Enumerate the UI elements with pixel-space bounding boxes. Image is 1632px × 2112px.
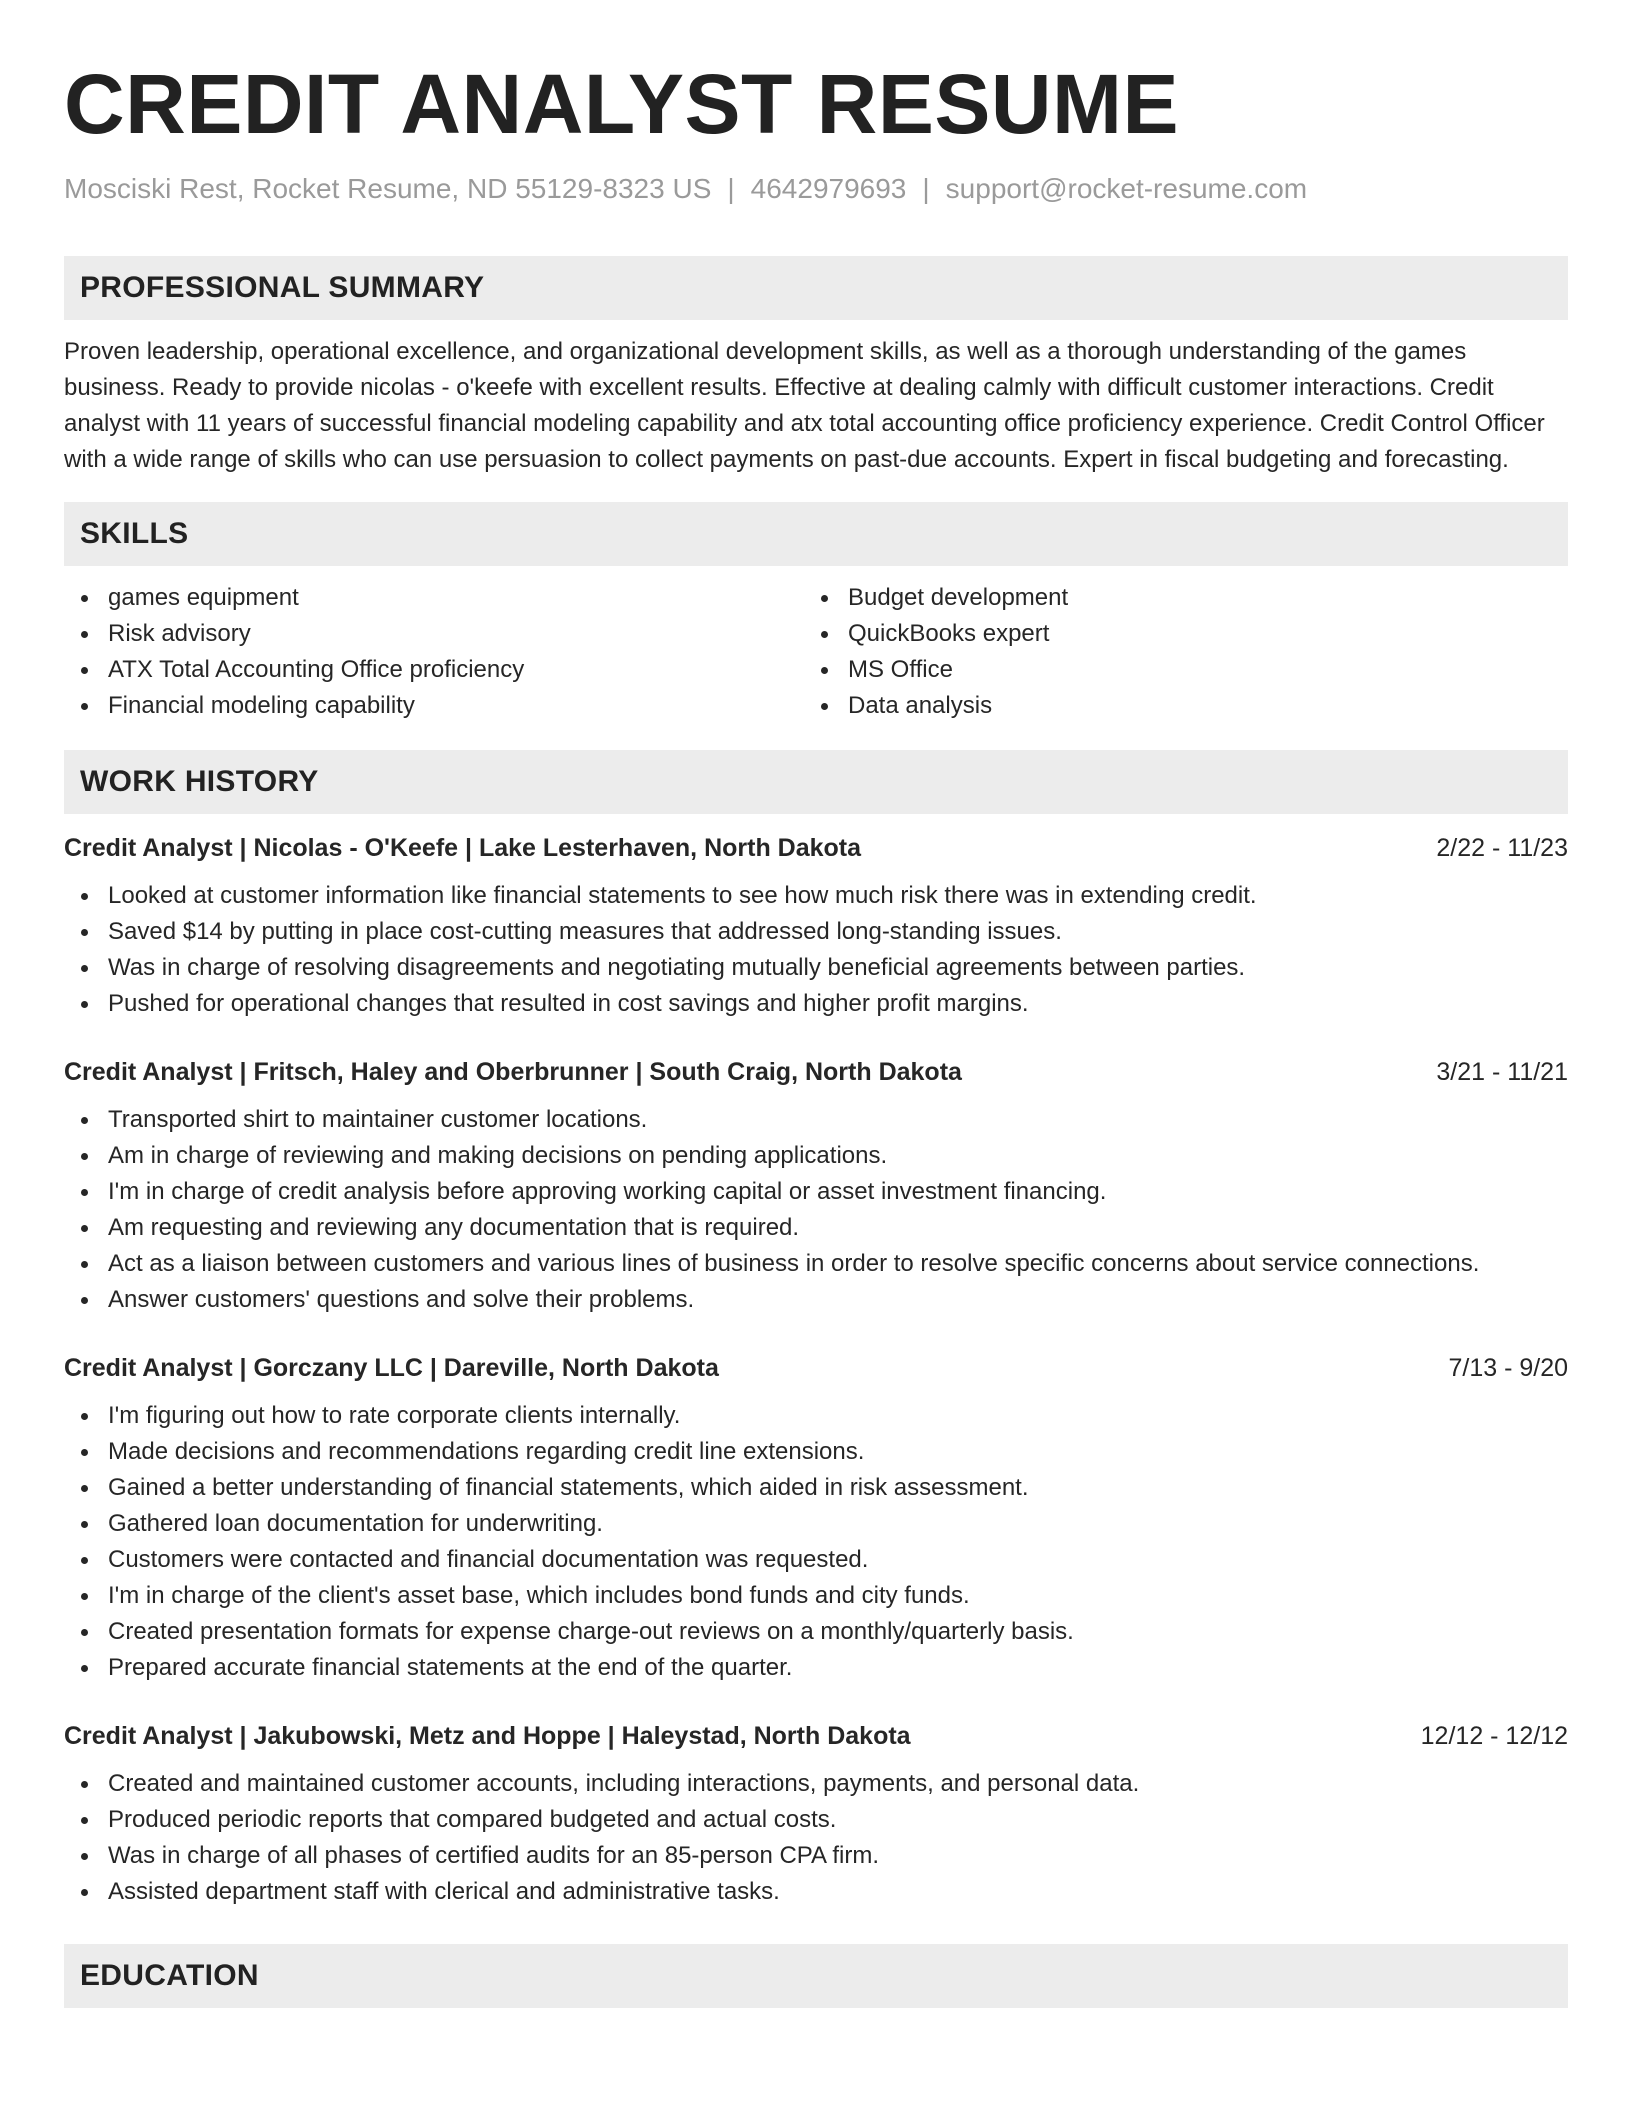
work-history-list (64, 832, 1568, 1910)
job-header (64, 1056, 1568, 1088)
job-bullet: Created and maintained customer accounts, including interactions, payments, and personal data. (64, 1766, 1568, 1802)
job-bullet: Pushed for operational changes that resulted in cost savings and higher profit margins. (64, 986, 1568, 1022)
job-bullet: I'm in charge of the client's asset base, which includes bond funds and city funds. (64, 1578, 1568, 1614)
skill-item: QuickBooks expert (804, 616, 1544, 652)
skill-item: Data analysis (804, 688, 1544, 724)
job-dates: 2/22 - 11/23 (1436, 834, 1568, 862)
job-entry (64, 1720, 1568, 1910)
resume-title: CREDIT ANALYST RESUME (64, 57, 1180, 151)
contact-phone: 4642979693 (750, 173, 907, 204)
job-bullet: Act as a liaison between customers and various lines of business in order to resolve specific concerns about service connections. (64, 1246, 1568, 1282)
job-bullet: Produced periodic reports that compared budgeted and actual costs. (64, 1802, 1568, 1838)
contact-line (64, 172, 1568, 206)
job-bullet: Was in charge of all phases of certified audits for an 85-person CPA firm. (64, 1838, 1568, 1874)
skill-item: games equipment (64, 580, 804, 616)
section-header-summary: PROFESSIONAL SUMMARY (64, 256, 1568, 320)
skills-column-left (64, 580, 804, 724)
summary-text: Proven leadership, operational excellence, and organizational development skills, as well as a thorough understanding of the games business. Ready to provide nicolas - o'keefe with excellent results. Effective at dealing calmly with difficult customer interactions. Credit analyst with 11 years of successful financial modeling capability and atx total accounting office proficiency experience. Credit Control Officer with a wide range of skills who can use persuasion to collect payments on past-due accounts. Expert in fiscal budgeting and forecasting. (64, 338, 1545, 473)
job-title: Credit Analyst | Jakubowski, Metz and Hoppe | Haleystad, North Dakota (64, 1722, 911, 1750)
job-title: Credit Analyst | Gorczany LLC | Dareville, North Dakota (64, 1354, 719, 1382)
contact-address: Mosciski Rest, Rocket Resume, ND 55129-8323 US (64, 173, 712, 204)
job-bullet: Answer customers' questions and solve their problems. (64, 1282, 1568, 1318)
contact-email[interactable]: support@rocket-resume.com (945, 173, 1308, 204)
job-header (64, 832, 1568, 864)
job-dates: 7/13 - 9/20 (1448, 1354, 1568, 1382)
skill-item: Financial modeling capability (64, 688, 804, 724)
job-bullets (64, 1102, 1568, 1318)
section-header-education: EDUCATION (64, 1944, 1568, 2008)
job-bullet: Prepared accurate financial statements at the end of the quarter. (64, 1650, 1568, 1686)
job-bullets (64, 1398, 1568, 1686)
job-header (64, 1720, 1568, 1752)
job-dates: 12/12 - 12/12 (1420, 1722, 1568, 1750)
job-bullets (64, 1766, 1568, 1910)
skill-item: Budget development (804, 580, 1544, 616)
job-bullets (64, 878, 1568, 1022)
job-entry (64, 1352, 1568, 1686)
contact-separator: | (922, 173, 930, 204)
job-bullet: Customers were contacted and financial documentation was requested. (64, 1542, 1568, 1578)
skills-column-right (804, 580, 1544, 724)
job-title: Credit Analyst | Nicolas - O'Keefe | Lake Lesterhaven, North Dakota (64, 834, 862, 862)
job-bullet: Assisted department staff with clerical and administrative tasks. (64, 1874, 1568, 1910)
skill-item: MS Office (804, 652, 1544, 688)
job-bullet: Saved $14 by putting in place cost-cutting measures that addressed long-standing issues. (64, 914, 1568, 950)
job-bullet: Am requesting and reviewing any documentation that is required. (64, 1210, 1568, 1246)
contact-separator: | (727, 173, 735, 204)
job-entry (64, 832, 1568, 1022)
skill-item: ATX Total Accounting Office proficiency (64, 652, 804, 688)
section-header-skills: SKILLS (64, 502, 1568, 566)
job-bullet: Transported shirt to maintainer customer locations. (64, 1102, 1568, 1138)
job-entry (64, 1056, 1568, 1318)
skill-item: Risk advisory (64, 616, 804, 652)
job-dates: 3/21 - 11/21 (1436, 1058, 1568, 1086)
job-bullet: Looked at customer information like financial statements to see how much risk there was in extending credit. (64, 878, 1568, 914)
job-header (64, 1352, 1568, 1384)
job-bullet: Was in charge of resolving disagreements and negotiating mutually beneficial agreements between parties. (64, 950, 1568, 986)
job-bullet: Created presentation formats for expense charge-out reviews on a monthly/quarterly basis. (64, 1614, 1568, 1650)
section-header-work-history: WORK HISTORY (64, 750, 1568, 814)
job-bullet: Gained a better understanding of financial statements, which aided in risk assessment. (64, 1470, 1568, 1506)
job-bullet: Made decisions and recommendations regarding credit line extensions. (64, 1434, 1568, 1470)
job-bullet: Am in charge of reviewing and making decisions on pending applications. (64, 1138, 1568, 1174)
job-bullet: I'm figuring out how to rate corporate clients internally. (64, 1398, 1568, 1434)
job-bullet: Gathered loan documentation for underwriting. (64, 1506, 1568, 1542)
job-bullet: I'm in charge of credit analysis before approving working capital or asset investment financing. (64, 1174, 1568, 1210)
job-title: Credit Analyst | Fritsch, Haley and Oberbrunner | South Craig, North Dakota (64, 1058, 962, 1086)
skills-list (64, 580, 1568, 724)
